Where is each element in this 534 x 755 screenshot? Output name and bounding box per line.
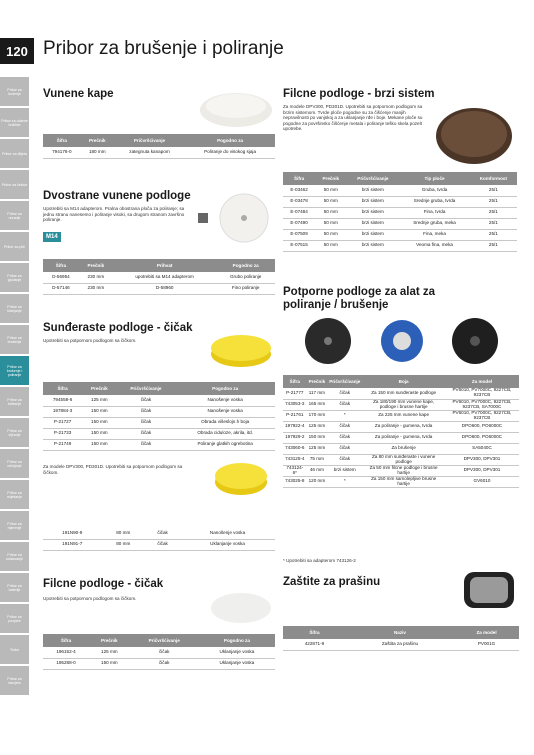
sidebar-tab[interactable]: Pribor za punjače <box>0 604 29 633</box>
table-cell: DPV300, DPV301 <box>445 454 519 465</box>
table-row <box>43 528 275 539</box>
table-cell: * <box>327 410 362 421</box>
table-cell: PV001G <box>454 639 519 650</box>
table-header-cell: Pričvršćivanje <box>130 634 199 647</box>
table-cell: 794176-0 <box>43 147 81 158</box>
table-cell: čičak <box>145 528 180 539</box>
table-cell: brzi sistem <box>346 185 399 196</box>
table-header-cell: Boja <box>362 375 445 388</box>
table-row <box>43 147 275 158</box>
table-cell: upotrebiti sa M14 adapterom <box>113 272 216 283</box>
wool-cap-image <box>196 86 276 128</box>
table-row <box>43 439 275 450</box>
section-title-dust-guard: Zaštite za prašinu <box>283 576 381 588</box>
table-header-cell: Šifra <box>283 172 315 185</box>
table-cell: 191N91-7 <box>43 539 101 550</box>
table-cell: Za brušenje <box>362 443 445 454</box>
table-row <box>283 388 519 399</box>
table-cell: Za 50 mm filcne podloge i brusne hartije <box>362 465 445 476</box>
table-cell: 150 mm <box>307 432 328 443</box>
table-cell: Veoma fina, meka <box>399 240 469 251</box>
double-wool-note: Upotrebiti sa M14 adapterom. Pralna obostrana ploča za poliranje; sa jednu stranu nanesemo i poliranje visoki, sa drugom stranom završno poliranje. <box>43 206 185 223</box>
table-cell: 150 mm <box>82 406 116 417</box>
table-cell: 25/1 <box>470 196 517 207</box>
table-cell: E-03462 <box>283 185 315 196</box>
table-cell: čičak <box>130 658 199 669</box>
table-cell: Gruba, tvrda <box>399 185 469 196</box>
table-header-cell: Šifra <box>283 626 346 639</box>
table-cell: P-21749 <box>43 439 82 450</box>
table-cell: PV6010, PV7000C, 9227CB, 9237CB <box>445 388 519 399</box>
table-header-cell: Pogodno za <box>185 134 275 147</box>
felt-quick-note: Za modele DPV300, PD301D. Upotrebiti sa potpornom podlogom sa brzim sistemom. Tvrde ploče pogodne su za čišćenje manjih nepravilnosti po vanjskoj a za uklanjanje rđe i boje. Mekane ploče su pogodne za površinsko čišćenje metala i poliranje teško skela pozelt upotrebe. <box>283 104 423 132</box>
table-cell: * <box>327 476 362 487</box>
table-cell: brzi sistem <box>346 218 399 229</box>
table-row <box>283 240 517 251</box>
m14-badge: M14 <box>43 232 61 242</box>
table-cell: Za poliranje - gumena, tvrda <box>362 421 445 432</box>
table-cell: Za poliranje - gumena, tvrda <box>362 432 445 443</box>
table-cell: 50 mm <box>315 240 346 251</box>
table-header-cell: Za model <box>445 375 519 388</box>
table-cell: 195288-0 <box>43 658 89 669</box>
section-title-backing-pads: Potporne podloge za alat za poliranje / brušenje <box>283 286 436 311</box>
table-cell: Za 150 mm sunđeraste podloge <box>362 388 445 399</box>
table-cell: 422871-9 <box>283 639 346 650</box>
table-cell: 25/1 <box>470 207 517 218</box>
sidebar-tab[interactable]: Pribor za baterije <box>0 573 29 602</box>
table-cell: Uklanjanje voska <box>199 647 275 658</box>
table-header-cell: Prečnik <box>89 634 130 647</box>
table-cell: 150 mm <box>82 417 116 428</box>
table-row <box>283 639 519 650</box>
small-sponge-pad-image <box>206 458 276 498</box>
sidebar-tab[interactable]: Pribor za glodanje <box>0 263 29 292</box>
table-cell: čičak <box>117 439 176 450</box>
section-title-felt-velcro: Filcne podloge - čičak <box>43 578 164 590</box>
page-title: Pribor za brušenje i poliranje <box>43 38 284 59</box>
table-cell: P-21727 <box>43 417 82 428</box>
table-cell: čičak <box>130 647 199 658</box>
table-cell: P-21733 <box>43 428 82 439</box>
felt-velcro-table <box>43 634 275 670</box>
table-cell: čičak <box>327 399 362 410</box>
table-header-cell: Pričvršćivanje <box>117 382 176 395</box>
section-title-sponge: Sunđeraste podloge - čičak <box>43 322 193 334</box>
sidebar-tab[interactable]: Pribor za četkanje <box>0 387 29 416</box>
backing-pads-image <box>290 316 515 366</box>
sidebar-tab[interactable]: Pribor za brušenje <box>0 325 29 354</box>
table-row <box>43 395 275 406</box>
table-cell: 25/1 <box>470 229 517 240</box>
sidebar-tab[interactable]: Pribor za usisavanje <box>0 542 29 571</box>
table-header-cell: Prečnik <box>307 375 328 388</box>
table-cell: DPO600, PO6000C <box>445 421 519 432</box>
sidebar-tab[interactable]: Pribor za pile <box>0 232 29 261</box>
table-header-cell: Šifra <box>283 375 307 388</box>
felt-pad-image <box>206 586 276 626</box>
table-row <box>43 283 275 294</box>
table-cell: brzi sistem <box>346 196 399 207</box>
table-cell: Fina, meka <box>399 229 469 240</box>
table-cell: 75 mm <box>307 454 328 465</box>
table-cell: zategnuta kanapom <box>114 147 185 158</box>
table-cell: 25/1 <box>470 185 517 196</box>
table-cell: Za 80 mm sunđeraste i vunene podloge <box>362 454 445 465</box>
table-cell: Srednje gruba, meka <box>399 218 469 229</box>
table-header-cell: Pričvršćivanje <box>346 172 399 185</box>
table-cell: brzi sistem <box>346 229 399 240</box>
sponge-pad-image <box>206 330 276 370</box>
table-header-cell: Šifra <box>43 259 79 272</box>
table-cell: 50 mm <box>315 196 346 207</box>
table-header-cell: Šifra <box>43 134 81 147</box>
table-cell: 50 mm <box>315 185 346 196</box>
table-header-cell: Za model <box>454 626 519 639</box>
sponge-note: Upotrebiti sa potpornom podlogom sa čičkom. <box>43 338 137 343</box>
category-sidebar <box>0 77 29 697</box>
table-cell: čičak <box>117 428 176 439</box>
table-row <box>283 465 519 476</box>
table-cell: 743125-4 <box>283 454 307 465</box>
table-cell: Za 180/190 mm vunene kape, podloge i brusne hartije <box>362 399 445 410</box>
sponge-table-2 <box>43 528 275 551</box>
table-cell: 46 mm <box>307 465 328 476</box>
table-row <box>283 218 517 229</box>
table-cell: 125 mm <box>307 421 328 432</box>
table-cell: Poliranje glatkih ogrebotina <box>175 439 275 450</box>
sidebar-tab[interactable]: Pribor za brušenje i poliranje <box>0 356 29 385</box>
sidebar-tab[interactable]: Pribor za odvijanje <box>0 449 29 478</box>
table-header-cell: Pogodno za <box>199 634 275 647</box>
table-cell: čičak <box>117 406 176 417</box>
table-cell: Uklanjanje voska <box>199 658 275 669</box>
table-cell: E-07509 <box>283 229 315 240</box>
felt-quick-table <box>283 172 517 252</box>
felt-quick-pad-image <box>434 104 514 166</box>
sponge-table <box>43 382 275 451</box>
table-cell: 150 mm <box>89 658 130 669</box>
sidebar-tab[interactable]: Pribor za dlijeta <box>0 139 29 168</box>
table-cell: čičak <box>327 432 362 443</box>
double-wool-table <box>43 259 275 295</box>
table-cell: čičak <box>327 454 362 465</box>
table-row <box>283 207 517 218</box>
table-cell: E-07490 <box>283 218 315 229</box>
table-cell: E-03478 <box>283 196 315 207</box>
table-row <box>283 443 519 454</box>
section-title-felt-quick: Filcne podloge - brzi sistem <box>283 88 435 100</box>
dust-guard-table <box>283 626 519 651</box>
table-cell: čičak <box>145 539 180 550</box>
table-cell: Uklanjanje voska <box>180 539 275 550</box>
page-number: 120 <box>0 38 34 64</box>
table-row <box>43 539 275 550</box>
sidebar-tab[interactable]: Pribor za miješanje <box>0 480 29 509</box>
sidebar-tab[interactable]: Pribor za bušenje <box>0 77 29 106</box>
table-cell: D-57146 <box>43 283 79 294</box>
table-header-cell: Šifra <box>43 382 82 395</box>
table-header-cell: Naziv <box>346 626 454 639</box>
table-cell: brzi sistem <box>346 207 399 218</box>
sidebar-tab[interactable]: Pribor za vijčanje <box>0 418 29 447</box>
table-cell: 230 mm <box>79 283 113 294</box>
table-row <box>43 406 275 417</box>
table-cell: čičak <box>117 395 176 406</box>
table-header-cell: Pogodno za <box>175 382 275 395</box>
table-cell: 117 mm <box>307 388 328 399</box>
sidebar-tab[interactable]: Pribor za čekiće <box>0 170 29 199</box>
table-cell: 743053-3 <box>283 399 307 410</box>
table-row <box>43 428 275 439</box>
table-row <box>43 272 275 283</box>
backing-pads-table <box>283 375 519 488</box>
table-cell: 196152-4 <box>43 647 89 658</box>
table-header-cell: Prihvat <box>113 259 216 272</box>
table-cell: Zaštita za prašinu <box>346 639 454 650</box>
table-cell: P-21761 <box>283 410 307 421</box>
sidebar-tab[interactable]: Pribor za blanjanje <box>0 294 29 323</box>
table-cell: 50 mm <box>315 207 346 218</box>
table-cell: 125 mm <box>82 395 116 406</box>
table-header-cell: Prečnik <box>315 172 346 185</box>
table-cell: Za 225 mm vunene kape <box>362 410 445 421</box>
table-cell: 191N90-9 <box>43 528 101 539</box>
section-title-double-wool: Dvostrane vunene podloge <box>43 190 191 202</box>
table-cell: brzi sistem <box>346 240 399 251</box>
wool-caps-table <box>43 134 275 159</box>
table-row <box>283 196 517 207</box>
table-cell: Fina, tvrda <box>399 207 469 218</box>
table-cell: PV6010, PV7000C, 9227CB, 9237CB, SA7000C <box>445 399 519 410</box>
table-row <box>283 476 519 487</box>
table-cell: Nanošenje voska <box>175 395 275 406</box>
table-cell: 794558-6 <box>43 395 82 406</box>
table-cell: Za 150 mm samolepljive brusne hartije <box>362 476 445 487</box>
table-cell: GV6010 <box>445 476 519 487</box>
table-row <box>283 454 519 465</box>
dust-guard-image <box>458 568 520 610</box>
felt-velcro-note: Upotrebiti sa potpornom podlogom sa čičkom. <box>43 596 137 601</box>
table-cell: D-56954 <box>43 272 79 283</box>
table-cell: Nanošenje voska <box>175 406 275 417</box>
table-header-cell: Pogodno za <box>216 259 275 272</box>
table-cell: čičak <box>327 421 362 432</box>
table-cell: 197929-2 <box>283 432 307 443</box>
table-cell: 25/1 <box>470 240 517 251</box>
table-header-cell: Pričvršćivanje <box>114 134 185 147</box>
table-cell: 170 mm <box>307 410 328 421</box>
table-header-cell: Prečnik <box>82 382 116 395</box>
table-header-cell: Prečnik <box>79 259 113 272</box>
sidebar-tab[interactable]: Pribor za udarne bušilice <box>0 108 29 137</box>
table-cell: Obrada višeslojn.h boja <box>175 417 275 428</box>
table-cell: Srednje gruba, tvrda <box>399 196 469 207</box>
sponge-note-2: Za modele DPV300, PD301D. Upotrebiti sa potpornom podlogom sa čičkom. <box>43 464 183 475</box>
table-row <box>283 421 519 432</box>
table-cell: 180 mm <box>81 147 114 158</box>
table-row <box>283 229 517 240</box>
table-cell: P-21777 <box>283 388 307 399</box>
table-cell: 197884-3 <box>43 406 82 417</box>
table-header-cell: Pričvršćivanje <box>327 375 362 388</box>
table-cell: 80 mm <box>101 539 145 550</box>
table-cell: E-07484 <box>283 207 315 218</box>
table-cell: Poliranje do visokog sjaja <box>185 147 275 158</box>
table-cell: 197922-4 <box>283 421 307 432</box>
table-row <box>283 185 517 196</box>
table-cell: 230 mm <box>79 272 113 283</box>
table-cell: 80 mm <box>101 528 145 539</box>
table-cell: PV6010, PV7000C, 9227CB, 9237CB <box>445 410 519 421</box>
table-cell: 743124-6* <box>283 465 307 476</box>
table-cell: čičak <box>327 388 362 399</box>
table-header-cell: Šifra <box>43 634 89 647</box>
table-cell: SA5040C <box>445 443 519 454</box>
backing-pads-footnote: * Upotrebiti sa adapterom 743126-2 <box>283 558 356 563</box>
table-cell: Grubo poliranje <box>216 272 275 283</box>
table-row <box>283 399 519 410</box>
table-header-cell: Komformost <box>470 172 517 185</box>
table-cell: 120 mm <box>307 476 328 487</box>
table-cell: 50 mm <box>315 229 346 240</box>
table-header-cell: Prečnik <box>81 134 114 147</box>
table-cell: 150 mm <box>82 439 116 450</box>
table-cell: 125 mm <box>89 647 130 658</box>
sidebar-tab[interactable]: Pribor za rasvjetu <box>0 666 29 695</box>
table-cell: 25/1 <box>470 218 517 229</box>
table-header-cell: Tip ploče <box>399 172 469 185</box>
table-row <box>43 658 275 669</box>
table-cell: Obrada ciduloze, akrila, itd. <box>175 428 275 439</box>
table-row <box>283 410 519 421</box>
table-cell: 150 mm <box>82 428 116 439</box>
sidebar-tab[interactable]: Torbe <box>0 635 29 664</box>
table-cell: D-58960 <box>113 283 216 294</box>
sidebar-tab[interactable]: Pribor za mjerenje <box>0 511 29 540</box>
table-cell: DPV300, DPV301 <box>445 465 519 476</box>
table-row <box>283 432 519 443</box>
table-cell: 165 mm <box>307 399 328 410</box>
double-wool-pad-image <box>196 193 276 243</box>
table-cell: brzi sistem <box>327 465 362 476</box>
table-row <box>43 417 275 428</box>
table-cell: E-07515 <box>283 240 315 251</box>
table-row <box>43 647 275 658</box>
table-cell: čičak <box>327 443 362 454</box>
table-cell: 125 mm <box>307 443 328 454</box>
table-cell: 743025-8 <box>283 476 307 487</box>
table-cell: Nanošenje voska <box>180 528 275 539</box>
table-cell: čičak <box>117 417 176 428</box>
table-cell: 743060-6 <box>283 443 307 454</box>
table-cell: DPO600, PO6000C <box>445 432 519 443</box>
table-cell: 50 mm <box>315 218 346 229</box>
section-title-wool-caps: Vunene kape <box>43 88 114 100</box>
table-cell: Fino poliranje <box>216 283 275 294</box>
sidebar-tab[interactable]: Pribor za rezanje <box>0 201 29 230</box>
